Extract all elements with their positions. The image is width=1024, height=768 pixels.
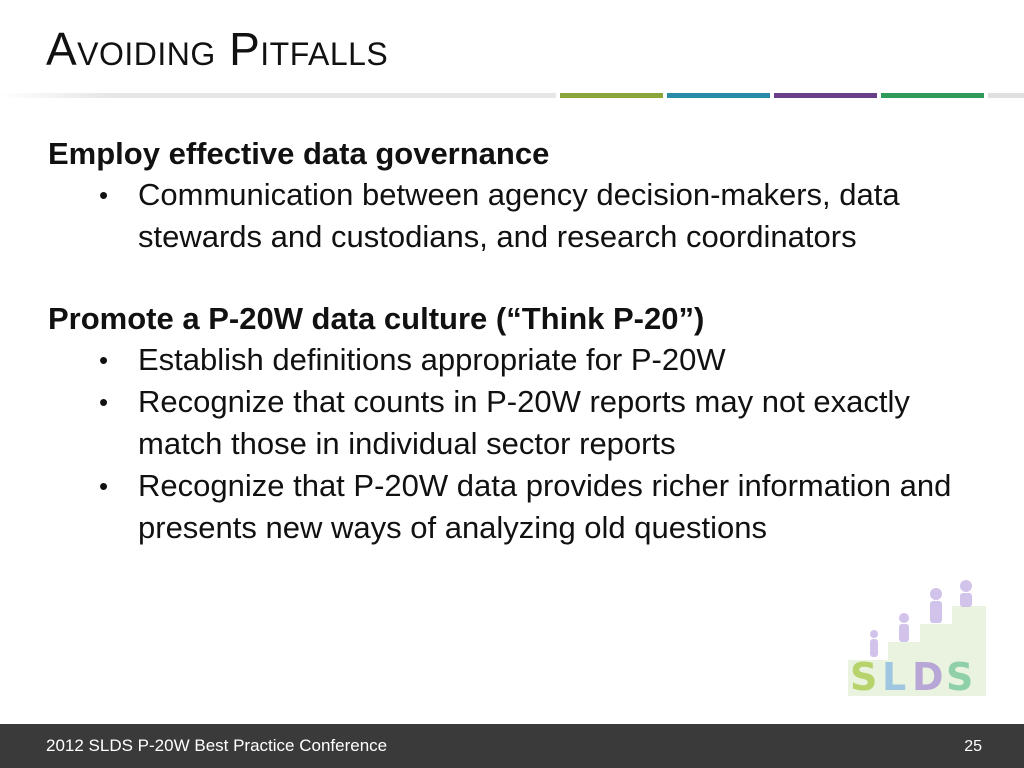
rule-emerald-segment bbox=[881, 93, 984, 98]
svg-text:S: S bbox=[946, 655, 974, 696]
slds-logo bbox=[848, 580, 986, 696]
bullet-icon: • bbox=[99, 345, 109, 375]
bullet-icon: • bbox=[99, 471, 109, 501]
slide-title: Avoiding Pitfalls bbox=[46, 23, 389, 75]
svg-text:L: L bbox=[882, 655, 907, 696]
section-heading-governance: Employ effective data governance bbox=[48, 136, 550, 171]
title-accent-rule bbox=[0, 93, 1024, 98]
footer-conference-name: 2012 SLDS P-20W Best Practice Conference bbox=[46, 736, 388, 755]
rule-green-segment bbox=[560, 93, 663, 98]
rule-purple-segment bbox=[774, 93, 877, 98]
rule-light-segment bbox=[988, 93, 1024, 98]
logo-letters bbox=[850, 655, 973, 696]
section-heading-culture: Promote a P-20W data culture (“Think P-20”) bbox=[48, 301, 705, 336]
footer-bar bbox=[0, 724, 1024, 768]
bullet-text: Recognize that P-20W data provides richer information and presents new ways of analyzing old questions bbox=[138, 468, 952, 545]
bullet-item bbox=[48, 174, 988, 258]
rule-grey-segment bbox=[0, 93, 556, 98]
bullet-text: Establish definitions appropriate for P-20W bbox=[138, 342, 726, 377]
bullet-icon: • bbox=[99, 387, 109, 417]
bullet-text: Recognize that counts in P-20W reports may not exactly match those in individual sector reports bbox=[138, 384, 910, 461]
bullet-icon: • bbox=[99, 180, 109, 210]
bullet-item bbox=[48, 465, 988, 549]
governance-bullet-list bbox=[48, 174, 988, 258]
bullet-item bbox=[48, 339, 988, 381]
footer-page-number: 25 bbox=[964, 738, 982, 755]
svg-text:D: D bbox=[912, 655, 944, 696]
rule-teal-segment bbox=[667, 93, 770, 98]
slide-body bbox=[48, 134, 988, 549]
svg-text:S: S bbox=[850, 655, 878, 696]
bullet-text: Communication between agency decision-makers, data stewards and custodians, and research coordinators bbox=[138, 177, 900, 254]
culture-bullet-list bbox=[48, 339, 988, 549]
bullet-item bbox=[48, 381, 988, 465]
